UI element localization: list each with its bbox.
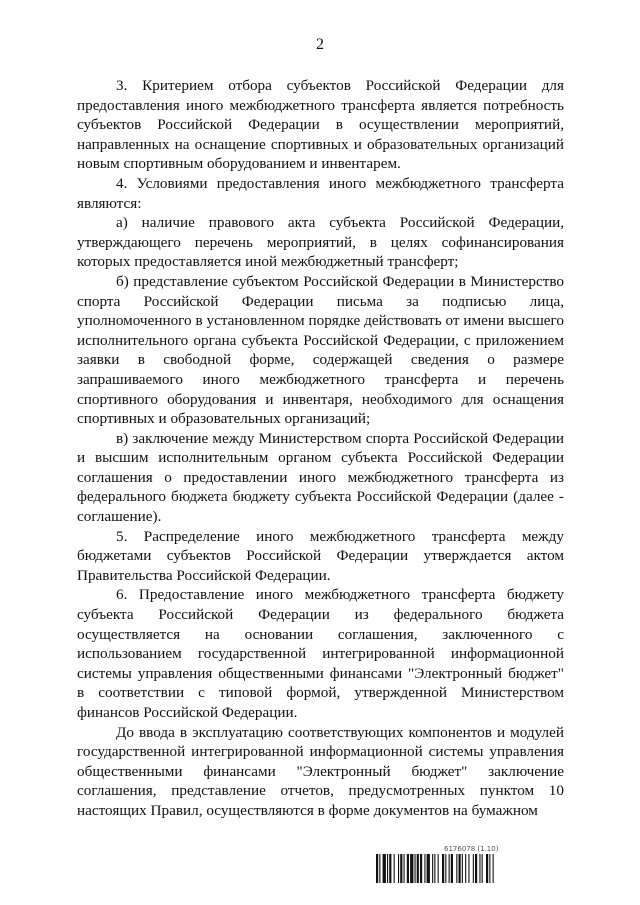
barcode-bar (479, 854, 480, 883)
barcode-bar (389, 854, 391, 883)
barcode-bar (449, 854, 450, 883)
barcode-bar (438, 854, 439, 883)
barcode-bar (462, 854, 463, 883)
barcode-bar (489, 854, 490, 883)
page-number: 2 (316, 36, 324, 53)
document-code: 6176078 (1.10) (444, 845, 499, 853)
barcode-bar (410, 854, 413, 883)
barcode-bar (398, 854, 399, 883)
barcode-icon (376, 854, 564, 883)
barcode-bar (432, 854, 433, 883)
barcode-bar (493, 854, 494, 883)
barcode-bar (424, 854, 425, 883)
barcode-bar (468, 854, 469, 883)
barcode-bar (427, 854, 430, 883)
paragraph-3-criterion: 3. Критерием отбора субъектов Российской Федерации для предоставления иного межбюджетного трансферта является потребность субъектов Российской Федерации в осуществлении мероприятий, направленных на оснащение спортивных и образовательных организаций новым спортивным оборудованием и инвентарем. (77, 77, 564, 173)
barcode-bar (407, 854, 409, 883)
subparagraph-a: а) наличие правового акта субъекта Российской Федерации, утверждающего перечень мероприятий, в целях софинансирования которых предоставляется иной межбюджетный трансферт; (77, 214, 564, 271)
barcode-bar (465, 854, 466, 883)
barcode-bar (434, 854, 435, 883)
barcode-bar (482, 854, 483, 883)
barcode-bar (417, 854, 419, 883)
barcode-bar (475, 854, 477, 883)
document-body (77, 76, 564, 821)
barcode-bar (451, 854, 453, 883)
paragraph-transition: До ввода в эксплуатацию соответствующих компонентов и модулей государственной интегрированной информационной системы управления общественными финансами "Электронный бюджет" заключение соглашения, представление отчетов, предусмотренных пунктом 10 настоящих Правил, осуществляются в форме документов на бумажном (77, 723, 564, 819)
barcode-bar (442, 854, 444, 883)
barcode-bar (400, 854, 402, 883)
barcode-bar (486, 854, 488, 883)
barcode-bar (456, 854, 457, 883)
subparagraph-b: б) представление субъектом Российской Федерации в Министерство спорта Российской Федерации письма за подписью лица, уполномоченного в установленном порядке действовать от имени высшего исполнительного органа субъекта Российской Федерации, с приложением заявки в свободной форме, содержащей сведения о размере запрашиваемого иного межбюджетного трансферта и перечень спортивного оборудования и инвентаря, необходимого для оснащения спортивных и образовательных организаций; (77, 272, 564, 428)
barcode-bar (445, 854, 446, 883)
subparagraph-v: в) заключение между Министерством спорта Российской Федерации и высшим исполнительным органом субъекта Российской Федерации соглашения о предоставлении иного межбюджетного трансферта из федерального бюджета бюджету субъекта Российской Федерации (далее - соглашение). (77, 429, 564, 526)
paragraph-4-conditions: 4. Условиями предоставления иного межбюджетного трансферта являются: (77, 174, 564, 212)
barcode-bar (415, 854, 416, 883)
barcode-bar (459, 854, 461, 883)
paragraph-5-distribution: 5. Распределение иного межбюджетного трансферта между бюджетами субъектов Российской Федерации утверждается актом Правительства Российской Федерации. (77, 527, 564, 584)
barcode-bar (473, 854, 474, 883)
barcode-bar (420, 854, 422, 883)
barcode-bar (394, 854, 395, 883)
barcode-bar (404, 854, 405, 883)
barcode-bar (383, 854, 386, 883)
barcode-bar (387, 854, 388, 883)
barcode-bar (379, 854, 380, 883)
barcode-bar (376, 854, 378, 883)
paragraph-6-provision: 6. Предоставление иного межбюджетного трансферта бюджету субъекта Российской Федерации из федерального бюджета осуществляется на основании соглашения, заключенного с использованием государственной интегрированной информационной системы управления общественными финансами "Электронный бюджет" в соответствии с типовой формой, утвержденной Министерством финансов Российской Федерации. (77, 586, 564, 721)
